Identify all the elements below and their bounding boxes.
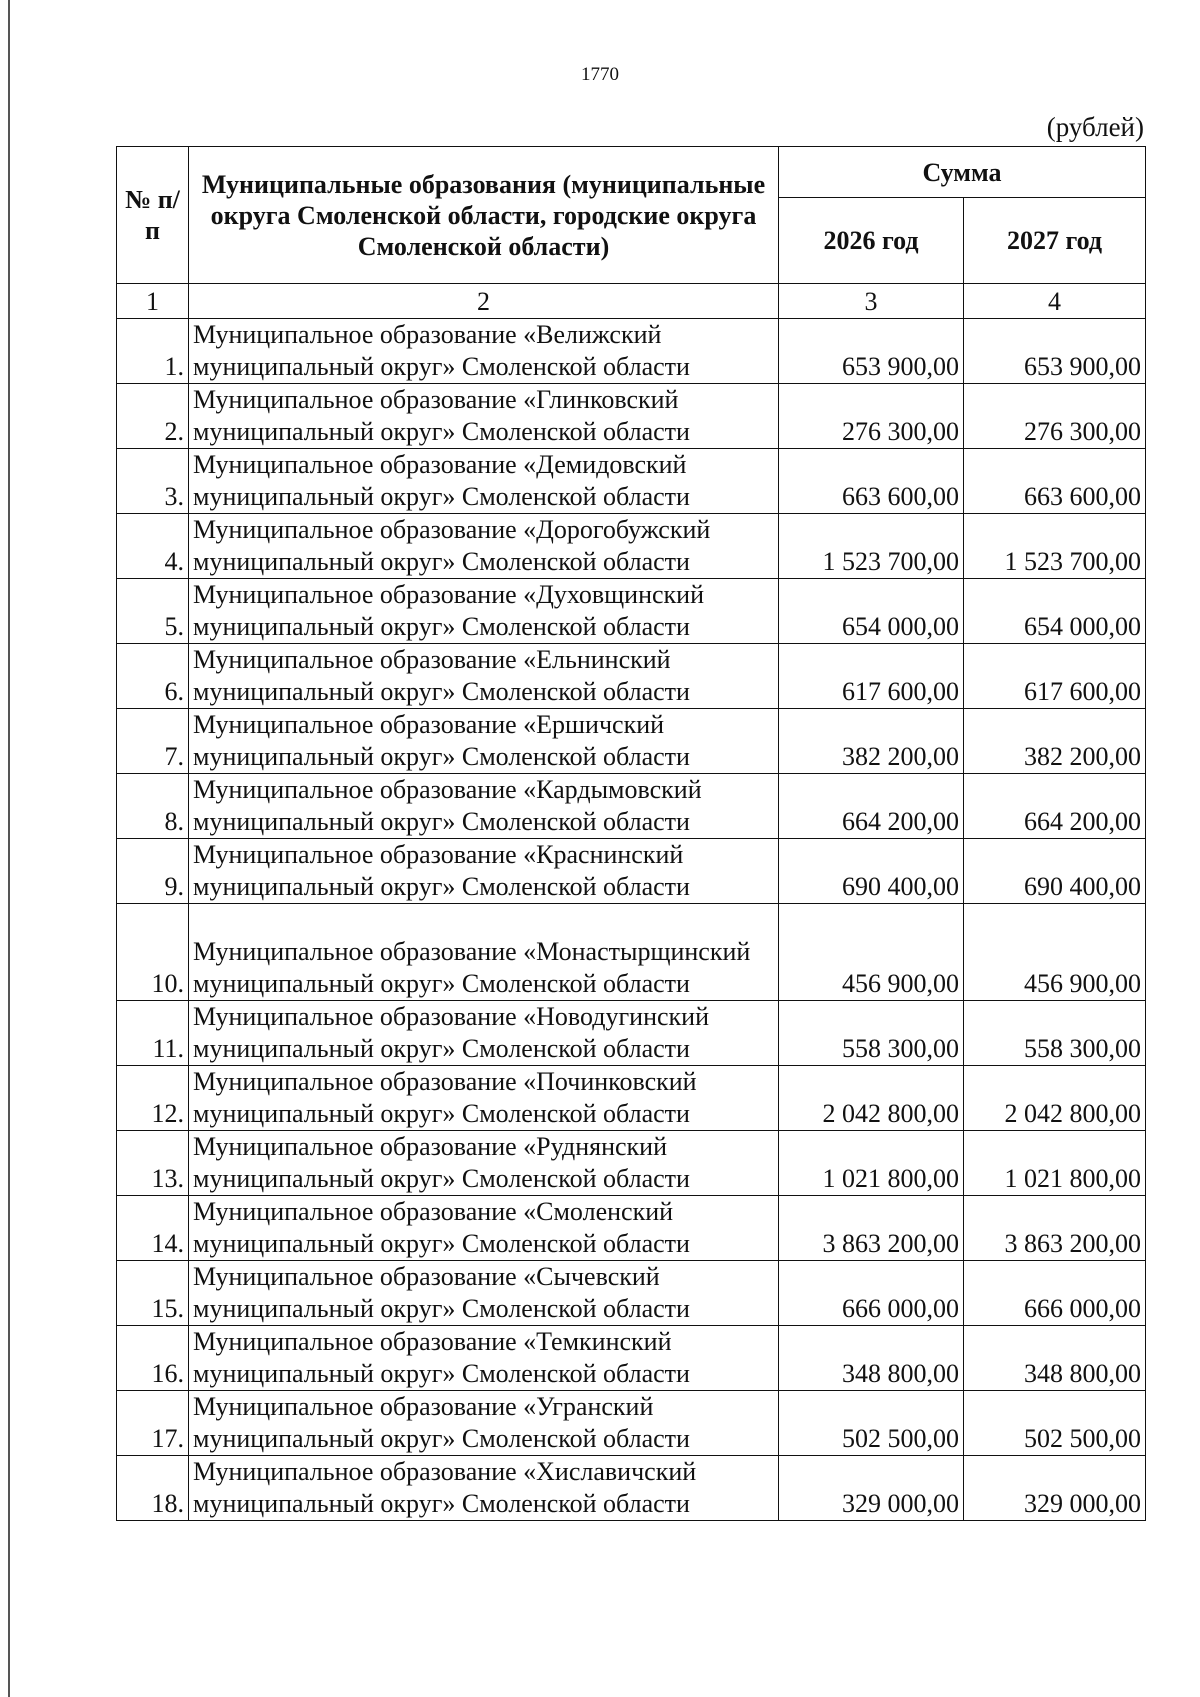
table-row: [117, 1391, 1146, 1456]
row-index: 17.: [117, 1391, 189, 1456]
table-row: [117, 1196, 1146, 1261]
table-row: [117, 319, 1146, 384]
row-index: 1.: [117, 319, 189, 384]
table-row: [117, 1456, 1146, 1521]
header-year-2026: 2026 год: [779, 198, 964, 284]
row-amount-2026: 664 200,00: [779, 774, 964, 839]
table-row: [117, 709, 1146, 774]
row-index: 8.: [117, 774, 189, 839]
table-row: [117, 1066, 1146, 1131]
row-amount-2026: 348 800,00: [779, 1326, 964, 1391]
row-index: 4.: [117, 514, 189, 579]
row-index: 7.: [117, 709, 189, 774]
row-name: Муниципальное образование «Темкинский муниципальный округ» Смоленской области: [189, 1326, 779, 1391]
row-index: 14.: [117, 1196, 189, 1261]
row-amount-2027: 664 200,00: [964, 774, 1146, 839]
row-name: Муниципальное образование «Хиславичский муниципальный округ» Смоленской области: [189, 1456, 779, 1521]
table-row: [117, 644, 1146, 709]
row-amount-2027: 348 800,00: [964, 1326, 1146, 1391]
row-amount-2027: 502 500,00: [964, 1391, 1146, 1456]
row-index: 5.: [117, 579, 189, 644]
row-amount-2026: 1 523 700,00: [779, 514, 964, 579]
column-number: 1: [117, 284, 189, 319]
row-name: Муниципальное образование «Руднянский муниципальный округ» Смоленской области: [189, 1131, 779, 1196]
row-name: Муниципальное образование «Духовщинский муниципальный округ» Смоленской области: [189, 579, 779, 644]
page-number: 1770: [581, 64, 619, 85]
row-index: 2.: [117, 384, 189, 449]
row-name: Муниципальное образование «Монастырщинский муниципальный округ» Смоленской области: [189, 904, 779, 1001]
row-name: Муниципальное образование «Смоленский муниципальный округ» Смоленской области: [189, 1196, 779, 1261]
row-amount-2027: 653 900,00: [964, 319, 1146, 384]
table-row: [117, 839, 1146, 904]
table-row: [117, 1326, 1146, 1391]
row-name: Муниципальное образование «Кардымовский муниципальный округ» Смоленской области: [189, 774, 779, 839]
row-amount-2026: 276 300,00: [779, 384, 964, 449]
row-amount-2026: 617 600,00: [779, 644, 964, 709]
row-amount-2027: 276 300,00: [964, 384, 1146, 449]
row-amount-2027: 666 000,00: [964, 1261, 1146, 1326]
row-amount-2027: 456 900,00: [964, 904, 1146, 1001]
row-index: 18.: [117, 1456, 189, 1521]
row-index: 12.: [117, 1066, 189, 1131]
column-number: 3: [779, 284, 964, 319]
row-name: Муниципальное образование «Ершичский муниципальный округ» Смоленской области: [189, 709, 779, 774]
row-index: 3.: [117, 449, 189, 514]
row-amount-2027: 617 600,00: [964, 644, 1146, 709]
allocation-table: [116, 146, 1146, 1521]
header-index: № п/п: [117, 147, 189, 284]
row-amount-2027: 1 523 700,00: [964, 514, 1146, 579]
row-amount-2027: 382 200,00: [964, 709, 1146, 774]
row-amount-2026: 2 042 800,00: [779, 1066, 964, 1131]
table-row: [117, 1001, 1146, 1066]
row-name: Муниципальное образование «Починковский муниципальный округ» Смоленской области: [189, 1066, 779, 1131]
table-row: [117, 514, 1146, 579]
row-amount-2027: 329 000,00: [964, 1456, 1146, 1521]
row-name: Муниципальное образование «Краснинский муниципальный округ» Смоленской области: [189, 839, 779, 904]
table-row: [117, 384, 1146, 449]
row-amount-2027: 558 300,00: [964, 1001, 1146, 1066]
row-index: 15.: [117, 1261, 189, 1326]
row-amount-2026: 382 200,00: [779, 709, 964, 774]
row-amount-2027: 663 600,00: [964, 449, 1146, 514]
row-index: 10.: [117, 904, 189, 1001]
row-index: 11.: [117, 1001, 189, 1066]
row-name: Муниципальное образование «Дорогобужский муниципальный округ» Смоленской области: [189, 514, 779, 579]
row-amount-2026: 502 500,00: [779, 1391, 964, 1456]
row-amount-2026: 653 900,00: [779, 319, 964, 384]
header-year-2027: 2027 год: [964, 198, 1146, 284]
units-label: (рублей): [1046, 112, 1144, 142]
row-name: Муниципальное образование «Демидовский муниципальный округ» Смоленской области: [189, 449, 779, 514]
row-amount-2026: 456 900,00: [779, 904, 964, 1001]
table-row: [117, 774, 1146, 839]
row-amount-2026: 654 000,00: [779, 579, 964, 644]
row-amount-2026: 666 000,00: [779, 1261, 964, 1326]
header-name: Муниципальные образования (муниципальные округа Смоленской области, городские округа Смоленской области): [189, 147, 779, 284]
row-amount-2027: 690 400,00: [964, 839, 1146, 904]
row-name: Муниципальное образование «Новодугинский муниципальный округ» Смоленской области: [189, 1001, 779, 1066]
row-amount-2027: 2 042 800,00: [964, 1066, 1146, 1131]
header-sum: Сумма: [779, 147, 1146, 198]
row-name: Муниципальное образование «Глинковский муниципальный округ» Смоленской области: [189, 384, 779, 449]
column-number: 2: [189, 284, 779, 319]
row-amount-2026: 329 000,00: [779, 1456, 964, 1521]
row-amount-2027: 1 021 800,00: [964, 1131, 1146, 1196]
row-amount-2026: 558 300,00: [779, 1001, 964, 1066]
column-number: 4: [964, 284, 1146, 319]
table-row: [117, 904, 1146, 1001]
scan-edge-line: [8, 0, 10, 1697]
row-amount-2027: 654 000,00: [964, 579, 1146, 644]
row-name: Муниципальное образование «Сычевский муниципальный округ» Смоленской области: [189, 1261, 779, 1326]
row-index: 13.: [117, 1131, 189, 1196]
table-row: [117, 1261, 1146, 1326]
row-amount-2026: 3 863 200,00: [779, 1196, 964, 1261]
row-index: 16.: [117, 1326, 189, 1391]
row-index: 6.: [117, 644, 189, 709]
table-row: [117, 449, 1146, 514]
row-amount-2026: 690 400,00: [779, 839, 964, 904]
row-index: 9.: [117, 839, 189, 904]
column-number-row: [117, 284, 1146, 319]
row-name: Муниципальное образование «Велижский муниципальный округ» Смоленской области: [189, 319, 779, 384]
row-name: Муниципальное образование «Угранский муниципальный округ» Смоленской области: [189, 1391, 779, 1456]
row-name: Муниципальное образование «Ельнинский муниципальный округ» Смоленской области: [189, 644, 779, 709]
table-row: [117, 1131, 1146, 1196]
row-amount-2027: 3 863 200,00: [964, 1196, 1146, 1261]
row-amount-2026: 663 600,00: [779, 449, 964, 514]
row-amount-2026: 1 021 800,00: [779, 1131, 964, 1196]
table-row: [117, 579, 1146, 644]
